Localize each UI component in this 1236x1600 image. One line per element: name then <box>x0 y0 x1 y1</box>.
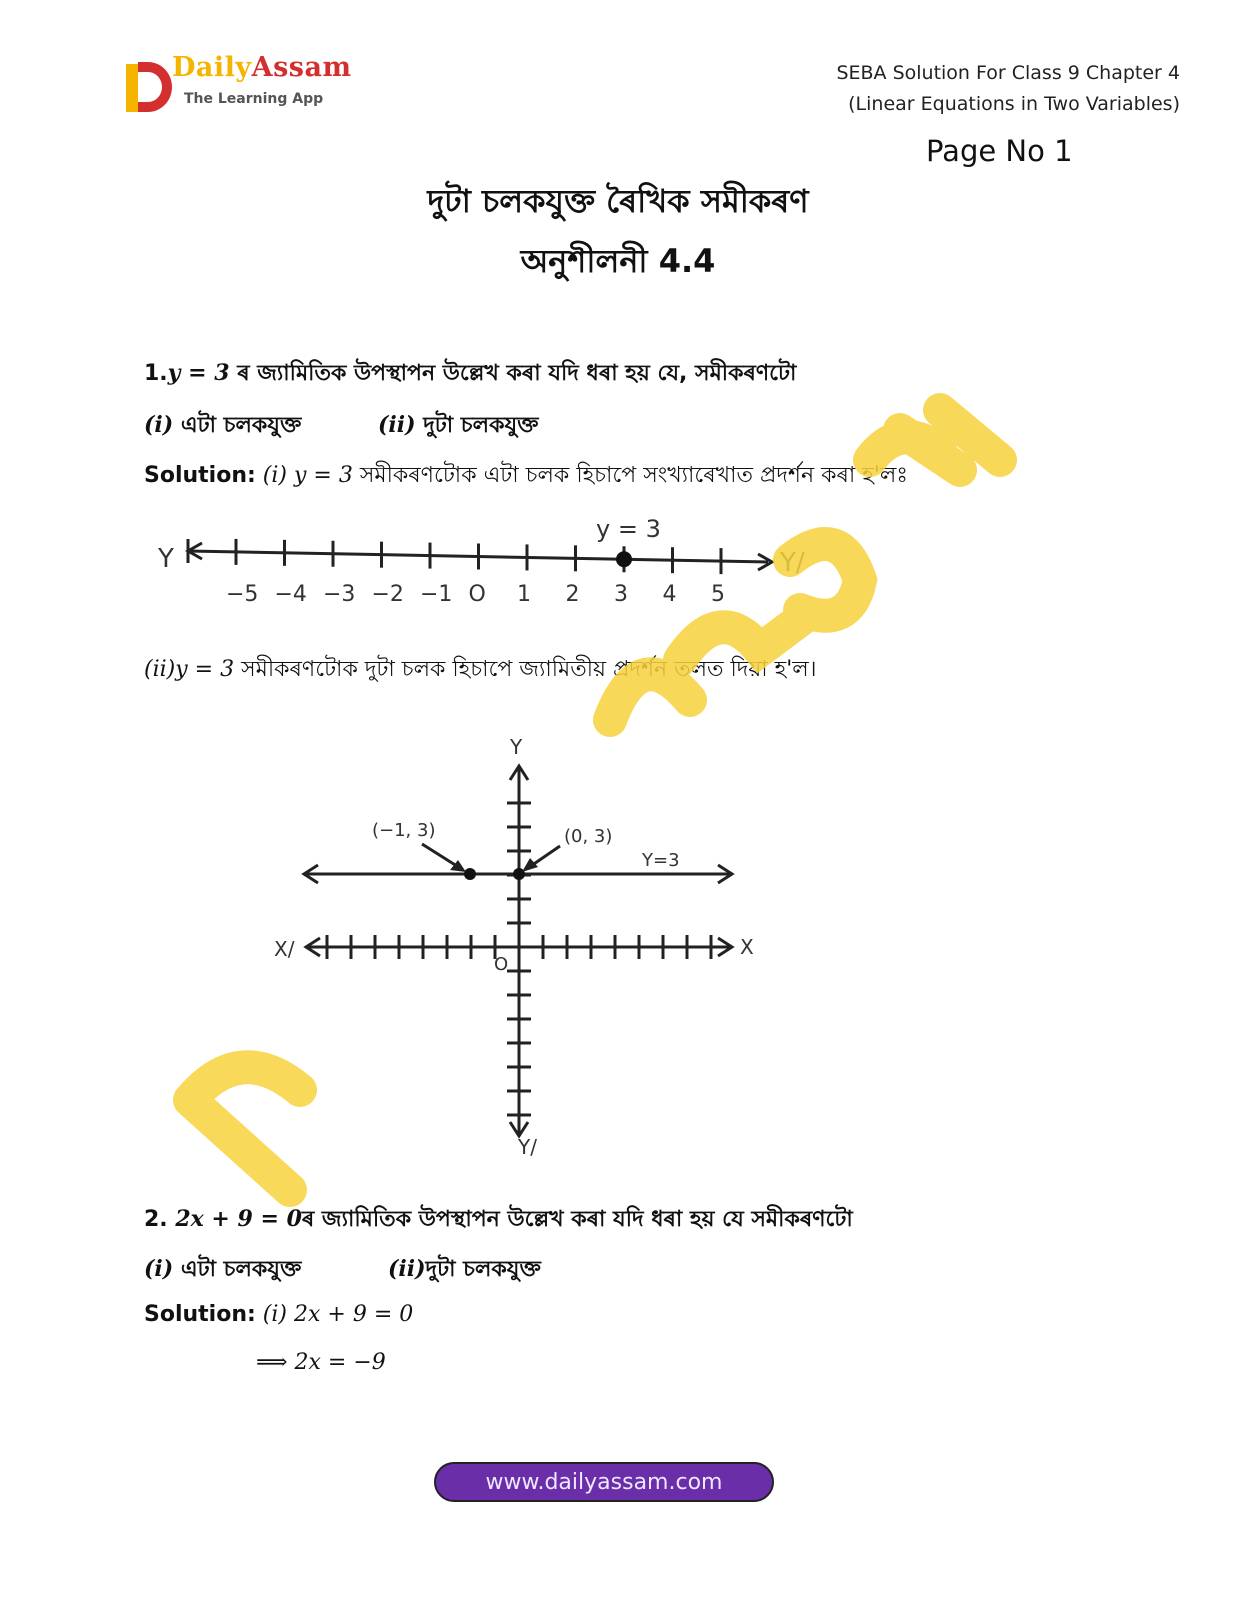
q2-option-1 <box>144 1252 301 1289</box>
graph-point-minus1-3 <box>464 868 476 880</box>
q1-sol2-text: সমীকৰণটোক দুটা চলক হিচাপে জ্যামিতীয় প্ৰদৰ্শন তলত দিয়া হ'ল। <box>241 657 817 682</box>
q2-equation: 2x + 9 = 0 <box>175 1206 302 1232</box>
numberline-point-label: y = 3 <box>596 515 661 543</box>
q1-sol2-label: (ii) <box>144 657 176 682</box>
q1-sol1-label: (i) <box>262 463 287 488</box>
question-1 <box>144 356 796 393</box>
q1-option-1 <box>144 408 301 445</box>
numberline-tick-label: O <box>468 582 486 607</box>
q2-opt1-text: এটা চলকযুক্ত <box>180 1257 302 1282</box>
q1-solution-part-1 <box>144 458 908 495</box>
numberline-left-label: Y <box>158 544 174 574</box>
question-2 <box>144 1202 853 1239</box>
brand-daily: Daily <box>172 52 252 83</box>
numberline-tick-label: 2 <box>565 582 580 607</box>
q2-text: ৰ জ্যামিতিক উপস্থাপন উল্লেখ কৰা যদি ধৰা হয় যে সমীকৰণটো <box>301 1207 853 1232</box>
numberline-right-label: Y/ <box>780 548 805 578</box>
header-chapter: (Linear Equations in Two Variables) <box>848 93 1180 115</box>
numberline-point-y3 <box>616 551 632 567</box>
graph-pointer-1 <box>422 844 460 868</box>
graph-y-label: Y <box>510 735 523 759</box>
graph-y-neg-label: Y/ <box>518 1135 537 1159</box>
numberline-tick-label: 3 <box>614 582 628 607</box>
numberline-tick-label: 4 <box>662 582 677 607</box>
numberline-tick-label: 1 <box>517 582 531 607</box>
q1-text: ৰ জ্যামিতিক উপস্থাপন উল্লেখ কৰা যদি ধৰা হয় যে, সমীকৰণটো <box>237 361 797 386</box>
header-info <box>836 58 1180 120</box>
graph-line-label: Y=3 <box>642 850 680 871</box>
numberline-tick-label: −5 <box>226 582 259 607</box>
page-title: দুটা চলকযুক্ত ৰৈখিক সমীকৰণ <box>427 182 809 220</box>
q1-opt1-label: (i) <box>144 412 174 438</box>
page-number: Page No 1 <box>926 134 1073 168</box>
brand-assam: Assam <box>251 52 352 83</box>
q2-opt1-label: (i) <box>144 1256 174 1282</box>
q2-sol1-label: (i) <box>262 1302 287 1327</box>
graph-x-neg-label: X/ <box>274 937 295 961</box>
q1-opt2-label: (ii) <box>378 412 416 438</box>
graph-point2-label: (0, 3) <box>564 826 613 847</box>
graph-point1-label: (−1, 3) <box>372 820 436 841</box>
exercise-title: অনুশীলনী 4.4 <box>520 242 716 280</box>
q2-solution <box>144 1302 413 1327</box>
numberline-tick-label: −2 <box>371 582 404 607</box>
graph-point-0-3 <box>513 868 525 880</box>
numberline-tick-label: −4 <box>274 582 307 607</box>
q1-number: 1. <box>144 361 168 386</box>
number-line-figure <box>144 505 824 615</box>
graph-pointer-2-head <box>522 858 538 872</box>
coordinate-graph-figure <box>262 724 782 1164</box>
q2-solution-label: Solution: <box>144 1302 256 1327</box>
q1-sol2-equation: y = 3 <box>175 657 235 682</box>
brand-tagline: The Learning App <box>184 91 324 107</box>
dailyassam-logo-icon <box>126 58 178 114</box>
q2-step-1: ⟹ 2x = −9 <box>256 1350 386 1375</box>
header-course: SEBA Solution For Class 9 Chapter 4 <box>836 62 1180 84</box>
q2-opt2-label: (ii) <box>388 1256 426 1282</box>
q2-opt2-text: দুটা চলকযুক্ত <box>425 1257 541 1282</box>
q1-equation: y = 3 <box>167 360 230 386</box>
q1-opt1-text: এটা চলকযুক্ত <box>180 413 302 438</box>
numberline-tick-label: −3 <box>323 582 356 607</box>
solution-label: Solution: <box>144 463 256 488</box>
numberline-tick-label: −1 <box>420 582 453 607</box>
q1-opt2-text: দুটা চলকযুক্ত <box>423 413 539 438</box>
q2-sol1-equation: 2x + 9 = 0 <box>294 1302 414 1327</box>
q1-option-2 <box>378 408 539 445</box>
numberline-ticks <box>226 539 725 607</box>
brand-name <box>172 52 352 83</box>
q1-sol1-equation: y = 3 <box>294 463 353 488</box>
footer-website-link[interactable]: www.dailyassam.com <box>434 1462 774 1502</box>
q2-number: 2. <box>144 1207 168 1232</box>
q2-option-2 <box>388 1252 541 1289</box>
numberline-tick-label: 5 <box>711 582 725 607</box>
graph-x-label: X <box>740 935 754 959</box>
graph-origin-label: O <box>494 954 509 975</box>
q1-solution-part-2 <box>144 652 817 689</box>
q1-sol1-text: সমীকৰণটোক এটা চলক হিচাপে সংখ্যাৰেখাত প্ৰদৰ্শন কৰা হ'লঃ <box>359 463 908 488</box>
